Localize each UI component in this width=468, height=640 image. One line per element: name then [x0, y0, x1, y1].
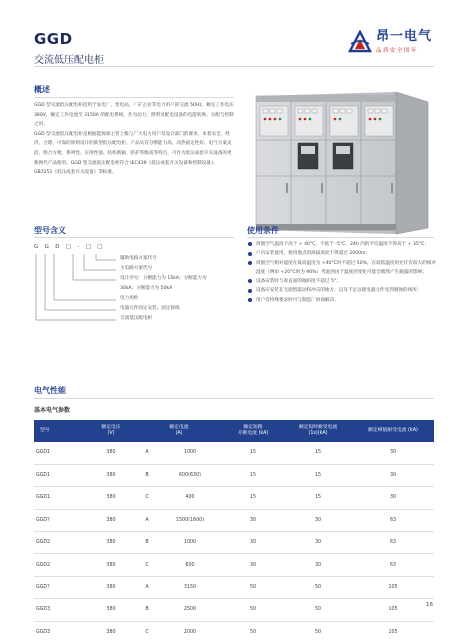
- model-code: G G D □ - □ □: [34, 244, 105, 250]
- usage-item: 周围空气温度不高于 + 40°C，不低于 -5°C，24h 内的平均温度不得高于 + 35°C；: [247, 240, 437, 249]
- table-cell: GGD1: [34, 442, 86, 464]
- header-divider: [34, 66, 434, 67]
- table-cell: 1500(1600): [158, 509, 222, 531]
- usage-item: 设备应安装在无剧烈震动和冲击的地方，以及不足以使电器元件受到腐蚀的场所；: [247, 286, 437, 295]
- table-cell: 3150: [158, 576, 222, 598]
- table-row: [34, 464, 434, 486]
- table-cell: 400: [158, 487, 222, 509]
- table-cell: 30: [284, 509, 352, 531]
- table-cell: 380: [86, 621, 136, 640]
- table-cell: 15: [222, 442, 284, 464]
- table-row: [34, 532, 434, 554]
- table-cell: 380: [86, 576, 136, 598]
- logo-slogan: 品质安全团年: [375, 48, 418, 54]
- table-cell: 30: [222, 509, 284, 531]
- table-cell: 380: [86, 487, 136, 509]
- column-header: 额定短时耐受电流 (1s)(kA): [284, 420, 352, 442]
- page-subtitle: 交流低压配电柜: [34, 55, 104, 66]
- table-cell: 380: [86, 442, 136, 464]
- model-item: 30kA；分断能力为 50kA: [120, 286, 173, 291]
- table-cell: 1000: [158, 532, 222, 554]
- usage-list: [247, 240, 437, 305]
- table-cell: 30: [352, 442, 434, 464]
- table-cell: 15: [284, 442, 352, 464]
- table-cell: 30: [284, 554, 352, 576]
- table-cell: GGD?: [34, 576, 86, 598]
- table-cell: C: [136, 554, 158, 576]
- table-cell: 105: [352, 599, 434, 621]
- column-header: 额定电流 (A): [136, 420, 222, 442]
- table-cell: 30: [284, 532, 352, 554]
- bullet-icon: [248, 298, 252, 302]
- table-cell: B: [136, 532, 158, 554]
- model-item: 电器元件固定安装、固定接线: [120, 306, 180, 311]
- overview-divider: [34, 97, 234, 98]
- table-cell: 105: [352, 576, 434, 598]
- usage-item: 户内安装使用，使用地点的海拔高度不得超过 2000m；: [247, 249, 437, 258]
- table-cell: C: [136, 621, 158, 640]
- table-cell: A: [136, 509, 158, 531]
- table-cell: GGD2: [34, 554, 86, 576]
- table-cell: 15: [222, 464, 284, 486]
- bullet-icon: [248, 242, 252, 246]
- electrical-divider: [34, 398, 434, 399]
- parameters-table: [34, 420, 434, 640]
- table-cell: 380: [86, 532, 136, 554]
- table-row: [34, 509, 434, 531]
- overview-text: [34, 101, 234, 178]
- table-cell: 63: [352, 554, 434, 576]
- model-leader-lines: [34, 248, 124, 368]
- usage-item: 设备安装时与垂直面的倾斜度不超过 5°；: [247, 277, 437, 286]
- table-cell: GGD2: [34, 532, 86, 554]
- table-body: [34, 442, 434, 640]
- bullet-icon: [248, 289, 252, 293]
- table-cell: 50: [284, 599, 352, 621]
- bullet-icon: [248, 252, 252, 256]
- table-cell: A: [136, 576, 158, 598]
- table-cell: B: [136, 464, 158, 486]
- table-row: [34, 576, 434, 598]
- usage-divider: [247, 237, 434, 238]
- model-item: 辅助电路方案代号: [120, 256, 157, 261]
- table-cell: 380: [86, 464, 136, 486]
- table-cell: GGD3: [34, 621, 86, 640]
- model-heading: 型号含义: [34, 226, 66, 235]
- table-row: [34, 487, 434, 509]
- table-cell: 105: [352, 621, 434, 640]
- column-header: 额定短路 开断电流 (kA): [222, 420, 284, 442]
- table-cell: 2000: [158, 621, 222, 640]
- table-cell: 15: [222, 487, 284, 509]
- column-header: 额定峰值耐受电流 (kA): [352, 420, 434, 442]
- params-subheading: 基本电气参数: [34, 407, 71, 414]
- switchgear-cabinet-image: [246, 88, 436, 238]
- table-cell: GGD1: [34, 487, 86, 509]
- table-cell: GGD3: [34, 599, 86, 621]
- table-cell: 50: [284, 576, 352, 598]
- column-header: 额定电压 (V): [86, 420, 136, 442]
- table-cell: 380: [86, 509, 136, 531]
- table-cell: 15: [284, 464, 352, 486]
- table-cell: 63: [352, 509, 434, 531]
- model-item: 电力用柜: [120, 296, 139, 301]
- table-cell: 50: [284, 621, 352, 640]
- page-number: 16: [426, 602, 433, 608]
- overview-heading: 概述: [34, 85, 50, 94]
- table-cell: GGD?: [34, 509, 86, 531]
- usage-heading: 使用条件: [247, 226, 279, 235]
- bullet-icon: [248, 279, 252, 283]
- table-cell: 50: [222, 599, 284, 621]
- usage-item: 用户有特殊要求时可与制造厂协商解决。: [247, 296, 437, 305]
- logo-name: 昂一电气: [375, 29, 432, 44]
- table-cell: GGD1: [34, 464, 86, 486]
- table-cell: 380: [86, 554, 136, 576]
- table-cell: 30: [352, 487, 434, 509]
- brand-logo-icon: [348, 30, 372, 54]
- page-title: GGD: [34, 30, 73, 48]
- table-cell: B: [136, 599, 158, 621]
- overview-paragraph: GGD 型交流低压配电柜是根据能源部主管上级与广大电力用户及设计部门的要求，本着安全、经济、合理、可靠的原则设计的新型低压配电柜。产品具有分断能力高、动热稳定性好、电气方案灵活、组合方便、系列性、实用性强、结构新颖、防护等级高等特点，可作为低压成套开关设备的更新换代产品使用。GGD 型交流低压配电柜符合 IEC439《低压成套开关设备和控制设备》、GB7251《低压成套开关设备》等标准。: [34, 131, 232, 176]
- table-cell: 63: [352, 532, 434, 554]
- bullet-icon: [248, 261, 252, 265]
- table-row: [34, 599, 434, 621]
- table-cell: 15: [284, 487, 352, 509]
- table-cell: 30: [222, 532, 284, 554]
- usage-item: 周围空气相对湿度在最高温度为 +40°C时不超过 50%，在较低温度时允许有较大的相对湿度（例如 +20°C时为 90%）考虑到由于温度的变化可能会偶然产生凝露的影响；: [247, 259, 437, 278]
- model-item: 设计序号：分断能力为 15kA；分断能力为: [120, 276, 207, 281]
- overview-paragraph: GGD 型交流低压配电柜适用于发电厂、变电站、厂矿企业等电力用户的交流 50Hz，额定工作电压 380V，额定工作电流至 3150A 的配电系统，作为动力、照明及配电设备的电能转换、分配与控制之用。: [34, 103, 234, 128]
- table-cell: 1000: [158, 442, 222, 464]
- table-cell: 50: [222, 576, 284, 598]
- model-item: 交流低压配电柜: [120, 316, 153, 321]
- table-cell: 30: [352, 464, 434, 486]
- table-cell: 600: [158, 554, 222, 576]
- table-cell: 30: [222, 554, 284, 576]
- table-row: [34, 554, 434, 576]
- table-cell: 600(630): [158, 464, 222, 486]
- electrical-heading: 电气性能: [34, 386, 66, 395]
- model-divider: [34, 237, 234, 238]
- table-row: [34, 442, 434, 464]
- model-item: 主电路方案代号: [120, 266, 153, 271]
- table-header-row: [34, 420, 434, 442]
- table-cell: C: [136, 487, 158, 509]
- table-cell: 50: [222, 621, 284, 640]
- brand-logo: [348, 30, 432, 54]
- table-cell: 380: [86, 599, 136, 621]
- table-row: [34, 621, 434, 640]
- table-cell: A: [136, 442, 158, 464]
- column-header: 型号: [34, 420, 86, 442]
- table-cell: 2500: [158, 599, 222, 621]
